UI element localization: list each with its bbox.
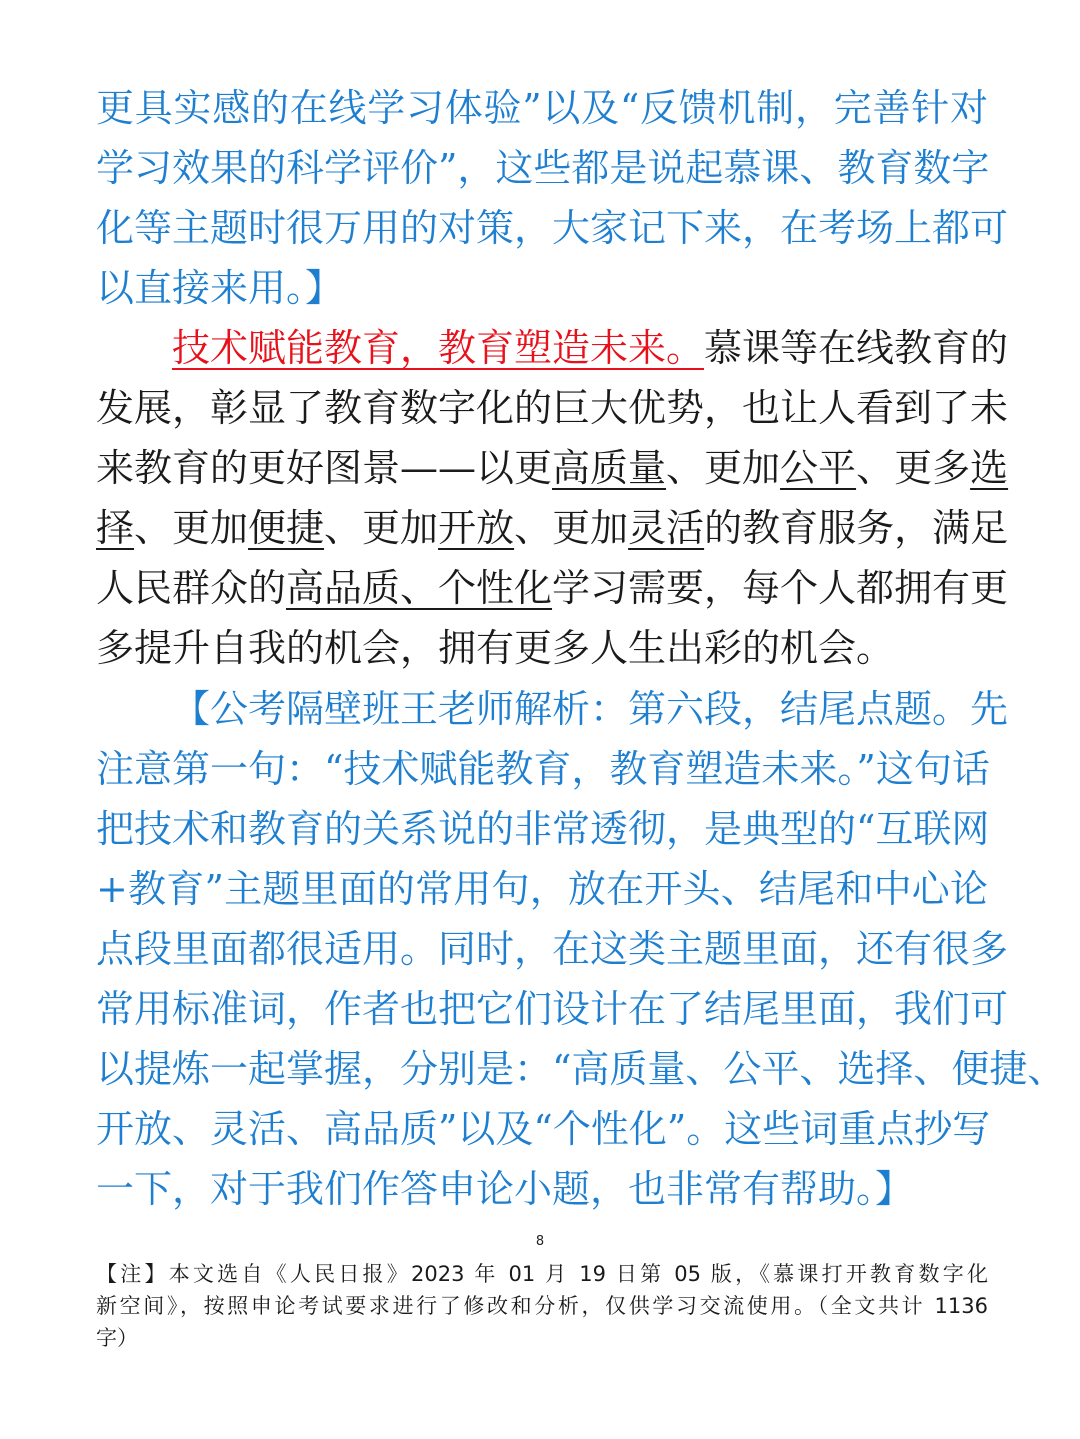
- analysis-line: 一下，对于我们作答申论小题，也非常有帮助。】: [96, 1167, 914, 1211]
- footnote-line: 新空间》，按照申论考试要求进行了修改和分析，仅供学习交流使用。（全文共计 1136: [96, 1294, 988, 1318]
- analysis-line: 以提炼一起掌握，分别是：“高质量、公平、选择、便捷、: [96, 1047, 1066, 1091]
- footnote-line: 【注】本文选自《人民日报》2023 年 01 月 19 日第 05 版，《慕课打开教育数字化: [96, 1262, 988, 1286]
- analysis-line: 开放、灵活、高品质”以及“个性化”。这些词重点抄写: [96, 1107, 991, 1151]
- footnote: [96, 1258, 988, 1354]
- keyword: 高质量: [552, 446, 667, 490]
- analysis-line: 点段里面都很适用。同时，在这类主题里面，还有很多: [96, 927, 1009, 971]
- paragraph-line-5: 人民群众的高品质、个性化学习需要，每个人都拥有更: [96, 566, 1009, 610]
- main-paragraph: [96, 318, 1009, 678]
- paragraph-line-6: 多提升自我的机会，拥有更多人生出彩的机会。: [96, 626, 895, 670]
- analysis-line: 常用标准词，作者也把它们设计在了结尾里面，我们可: [96, 987, 1009, 1031]
- analysis-line: +教育”主题里面的常用句，放在开头、结尾和中心论: [96, 867, 988, 911]
- analysis-line: 把技术和教育的关系说的非常透彻，是典型的“互联网: [96, 807, 990, 851]
- footnote-line: 字）: [96, 1326, 138, 1350]
- commentary-line: 以直接来用。】: [96, 266, 344, 310]
- paragraph-heading: 技术赋能教育，教育塑造未来。: [172, 326, 705, 370]
- paragraph-line-2: 发展，彰显了教育数字化的巨大优势，也让人看到了未: [96, 386, 1009, 430]
- keyword: 高品质、个性化: [286, 566, 553, 610]
- analysis-line: 【公考隔壁班王老师解析：第六段，结尾点题。先: [172, 687, 1009, 731]
- keyword: 便捷: [248, 506, 325, 550]
- commentary-line: 化等主题时很万用的对策，大家记下来，在考场上都可: [96, 206, 1009, 250]
- paragraph-line-3: 来教育的更好图景——以更高质量、更加公平、更多选: [96, 446, 1009, 490]
- paragraph-line-4: 择、更加便捷、更加开放、更加灵活的教育服务，满足: [96, 506, 1009, 550]
- keyword: 选: [970, 446, 1009, 490]
- commentary-line: 更具实感的在线学习体验”以及“反馈机制，完善针对: [96, 86, 988, 130]
- analysis-line: 注意第一句：“技术赋能教育，教育塑造未来。”这句话: [96, 747, 990, 791]
- top-commentary: [96, 78, 1009, 318]
- keyword: 开放: [438, 506, 515, 550]
- paragraph-line-1: 技术赋能教育，教育塑造未来。慕课等在线教育的: [172, 326, 1009, 370]
- keyword: 公平: [780, 446, 857, 490]
- analysis-block: [96, 679, 1066, 1219]
- keyword: 择: [96, 506, 135, 550]
- page-number: 8: [535, 1234, 545, 1249]
- keyword: 灵活: [628, 506, 705, 550]
- commentary-line: 学习效果的科学评价”，这些都是说起慕课、教育数字: [96, 146, 990, 190]
